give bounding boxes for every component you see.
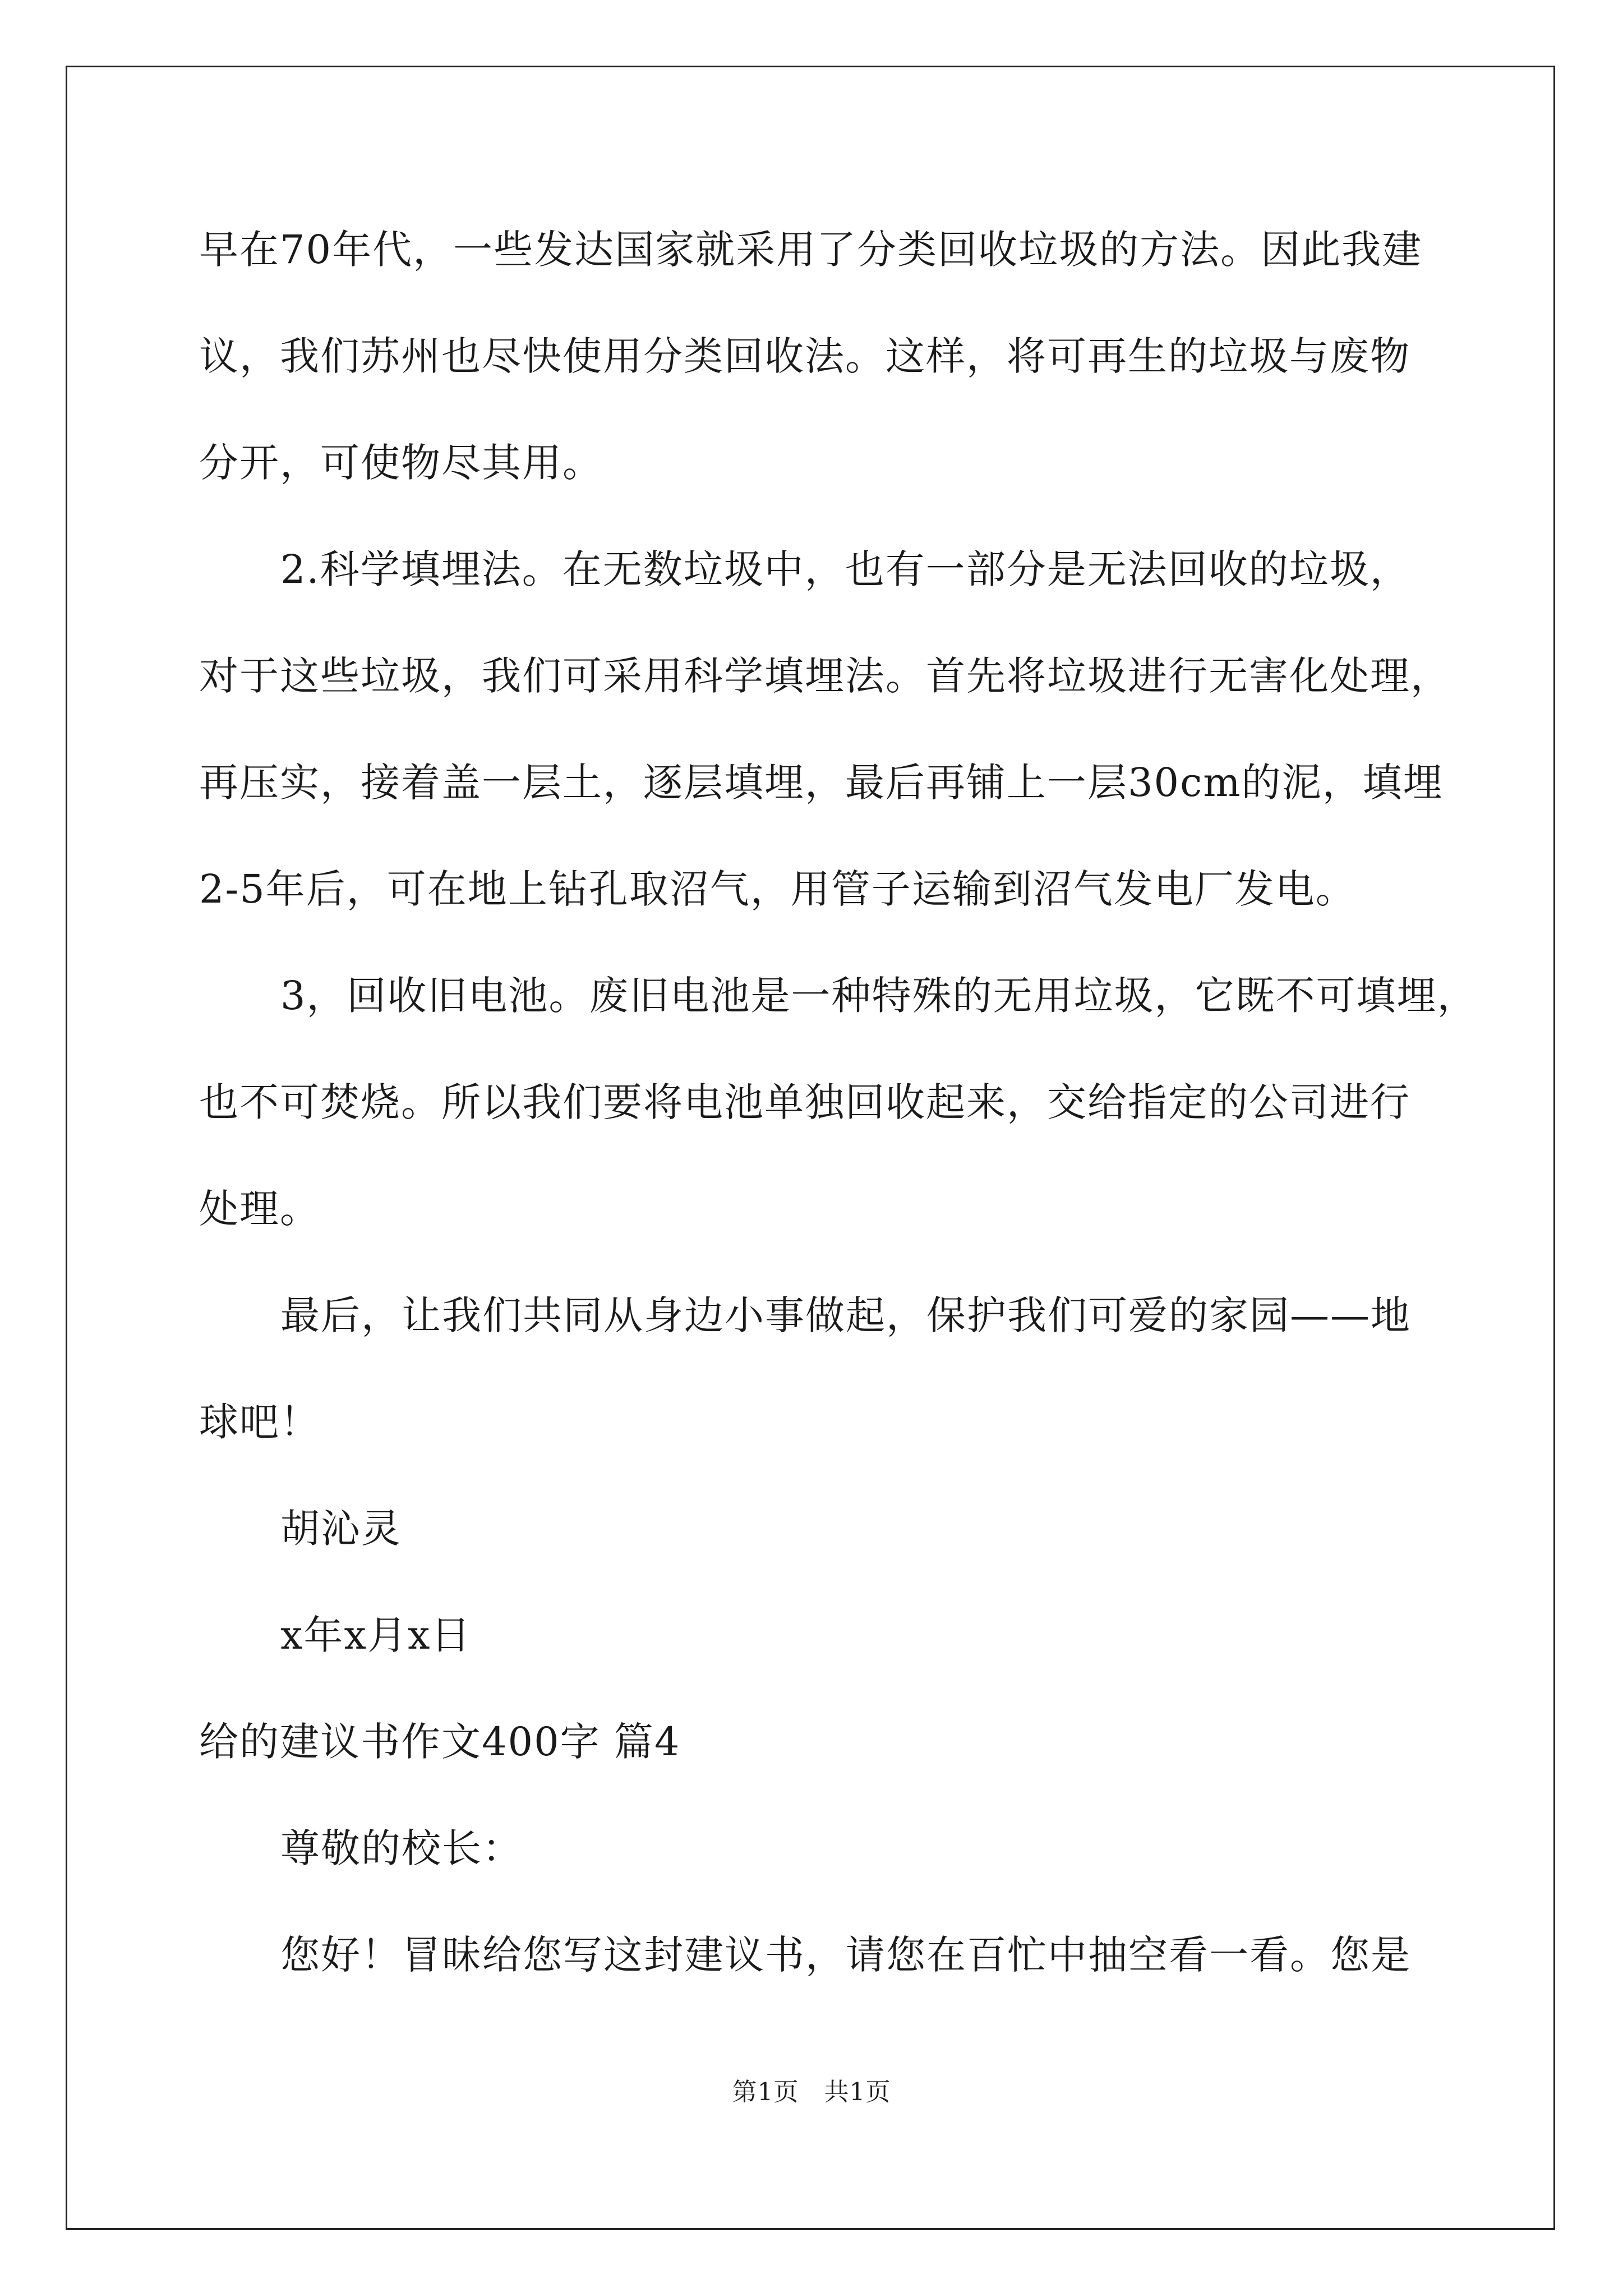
text-line: 3，回收旧电池。废旧电池是一种特殊的无用垃圾，它既不可填埋，: [280, 973, 1478, 1019]
text-line: 议，我们苏州也尽快使用分类回收法。这样，将可再生的垃圾与废物: [199, 333, 1410, 379]
text-line: 球吧！: [199, 1399, 320, 1445]
page-footer: 第1页 共1页: [732, 2078, 891, 2106]
signature-name: 胡沁灵: [280, 1506, 402, 1552]
text-line: 也不可焚烧。所以我们要将电池单独回收起来，交给指定的公司进行: [199, 1079, 1410, 1125]
section-heading: 给的建议书作文400字 篇4: [199, 1719, 681, 1765]
text-line: 您好！冒昧给您写这封建议书，请您在百忙中抽空看一看。您是: [280, 1932, 1411, 1978]
text-line: 最后，让我们共同从身边小事做起，保护我们可爱的家园——地: [280, 1292, 1411, 1338]
text-line: 处理。: [199, 1186, 320, 1232]
salutation: 尊敬的校长：: [280, 1825, 523, 1871]
signature-date: x年x月x日: [280, 1612, 472, 1658]
text-line: 再压实，接着盖一层土，逐层填埋，最后再铺上一层30cm的泥，填埋: [199, 760, 1444, 806]
text-line: 早在70年代，一些发达国家就采用了分类回收垃圾的方法。因此我建: [199, 227, 1423, 273]
text-line: 对于这些垃圾，我们可采用科学填埋法。首先将垃圾进行无害化处理，: [199, 653, 1451, 699]
page-border: [66, 66, 1555, 2230]
text-line: 2-5年后，可在地上钻孔取沼气，用管子运输到沼气发电厂发电。: [199, 866, 1356, 912]
text-line: 2.科学填埋法。在无数垃圾中，也有一部分是无法回收的垃圾，: [280, 546, 1410, 592]
text-line: 分开，可使物尽其用。: [199, 440, 603, 486]
